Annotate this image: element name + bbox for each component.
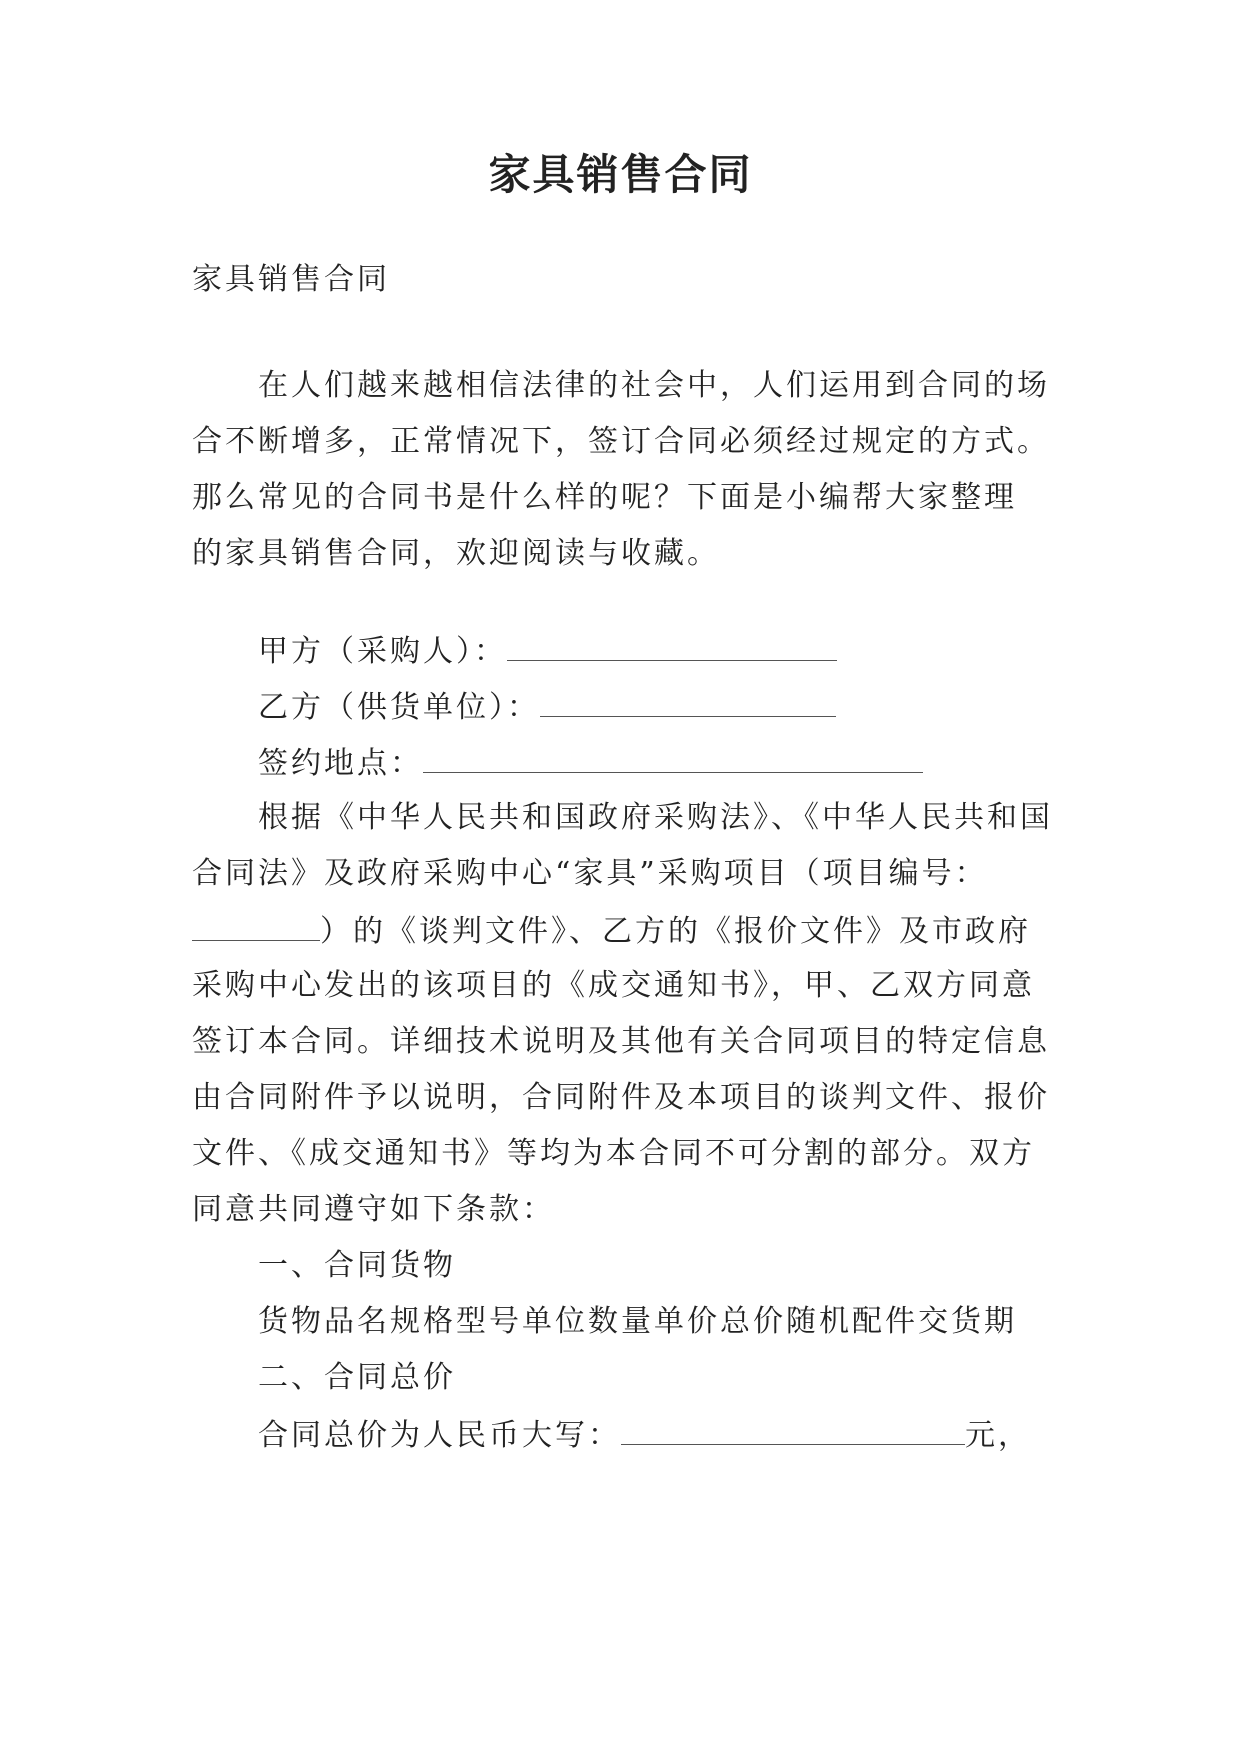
basis-line-5: 签订本合同。详细技术说明及其他有关合同项目的特定信息 [192,1024,1050,1059]
total-price-suffix: 元， [965,1418,1031,1453]
total-price-label: 合同总价为人民币大写： [258,1418,621,1453]
section-1-columns: 货物品名规格型号单位数量单价总价随机配件交货期 [258,1304,1017,1339]
signing-place-label: 签约地点： [258,746,423,781]
basis-line-3 [192,912,1031,950]
signing-place-blank[interactable] [423,744,923,773]
total-price-row [258,1416,1031,1454]
project-number-blank[interactable] [192,912,320,941]
party-b-label: 乙方（供货单位）： [258,690,540,725]
basis-line-2: 合同法》及政府采购中心“家具”采购项目（项目编号： [192,856,988,891]
basis-line-3-text: ）的《谈判文件》、乙方的《报价文件》及市政府 [320,914,1031,949]
basis-line-4: 采购中心发出的该项目的《成交通知书》，甲、乙双方同意 [192,968,1035,1003]
intro-line-4: 的家具销售合同，欢迎阅读与收藏。 [192,536,720,571]
intro-line-1: 在人们越来越相信法律的社会中，人们运用到合同的场 [258,368,1050,403]
total-price-blank[interactable] [621,1416,965,1445]
party-b-blank[interactable] [540,688,836,717]
basis-line-7: 文件、《成交通知书》等均为本合同不可分割的部分。双方 [192,1136,1035,1171]
basis-line-1: 根据《中华人民共和国政府采购法》、《中华人民共和国 [258,800,1053,835]
party-a-row [258,632,837,670]
section-2-heading: 二、合同总价 [258,1360,456,1395]
section-1-heading: 一、合同货物 [258,1248,456,1283]
basis-line-8: 同意共同遵守如下条款： [192,1192,555,1227]
document-title: 家具销售合同 [488,150,753,199]
intro-line-2: 合不断增多，正常情况下，签订合同必须经过规定的方式。 [192,424,1050,459]
party-a-blank[interactable] [507,632,837,661]
party-b-row [258,688,836,726]
signing-place-row [258,744,923,782]
document-subtitle: 家具销售合同 [192,262,390,297]
intro-line-3: 那么常见的合同书是什么样的呢？下面是小编帮大家整理 [192,480,1017,515]
party-a-label: 甲方（采购人）： [258,634,507,669]
basis-line-6: 由合同附件予以说明，合同附件及本项目的谈判文件、报价 [192,1080,1050,1115]
